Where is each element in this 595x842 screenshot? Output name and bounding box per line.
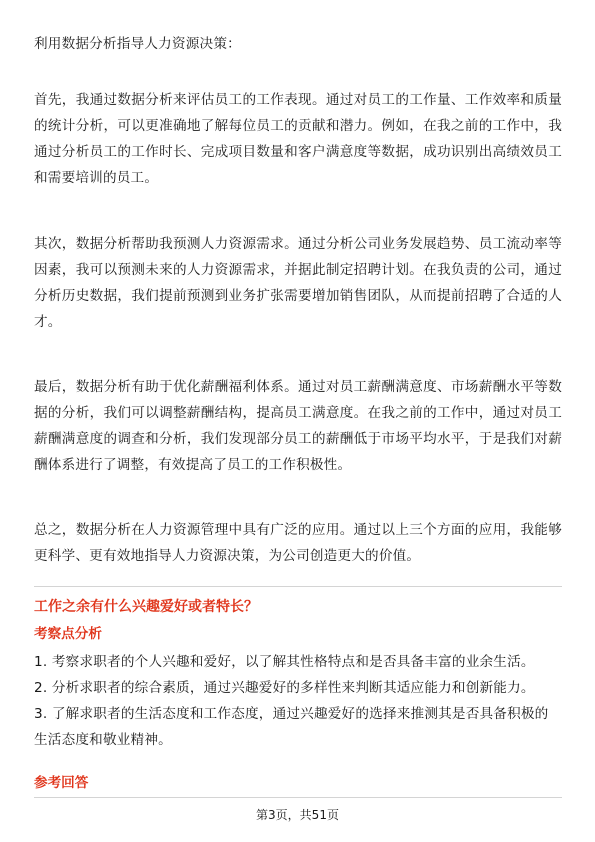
paragraph-forecast: 其次，数据分析帮助我预测人力资源需求。通过分析公司业务发展趋势、员工流动率等因素，我可以预测未来的人力资源需求，并据此制定招聘计划。在我负责的公司，通过分析历史数据，我们提前预测到业务扩张需要增加销售团队，从而提前招聘了合适的人才。 — [34, 236, 562, 330]
list-item: 3. 了解求职者的生活态度和工作态度，通过兴趣爱好的选择来推测其是否具备积极的生活态度和敬业精神。 — [34, 706, 549, 748]
footer-divider — [34, 797, 562, 798]
list-item: 1. 考察求职者的个人兴趣和爱好，以了解其性格特点和是否具备丰富的业余生活。 — [34, 654, 535, 670]
intro-heading: 利用数据分析指导人力资源决策： — [34, 36, 241, 52]
page-number: 第3页，共51页 — [256, 808, 339, 822]
answer-heading: 参考回答 — [34, 775, 89, 791]
paragraph-compensation: 最后，数据分析有助于优化薪酬福利体系。通过对员工薪酬满意度、市场薪酬水平等数据的分析，我们可以调整薪酬结构，提高员工满意度。在我之前的工作中，通过对员工薪酬满意度的调查和分析，我们发现部分员工的薪酬低于市场平均水平，于是我们对薪酬体系进行了调整，有效提高了员工的工作积极性。 — [34, 379, 562, 473]
paragraph-summary: 总之，数据分析在人力资源管理中具有广泛的应用。通过以上三个方面的应用，我能够更科学、更有效地指导人力资源决策，为公司创造更大的价值。 — [34, 522, 562, 564]
section-divider — [34, 586, 562, 587]
list-item: 2. 分析求职者的综合素质，通过兴趣爱好的多样性来判断其适应能力和创新能力。 — [34, 680, 535, 696]
analysis-list — [34, 649, 562, 753]
paragraph-performance: 首先，我通过数据分析来评估员工的工作表现。通过对员工的工作量、工作效率和质量的统计分析，可以更准确地了解每位员工的贡献和潜力。例如，在我之前的工作中，我通过分析员工的工作时长、完成项目数量和客户满意度等数据，成功识别出高绩效员工和需要培训的员工。 — [34, 92, 562, 186]
question-title: 工作之余有什么兴趣爱好或者特长？ — [34, 599, 258, 615]
analysis-heading: 考察点分析 — [34, 626, 102, 642]
